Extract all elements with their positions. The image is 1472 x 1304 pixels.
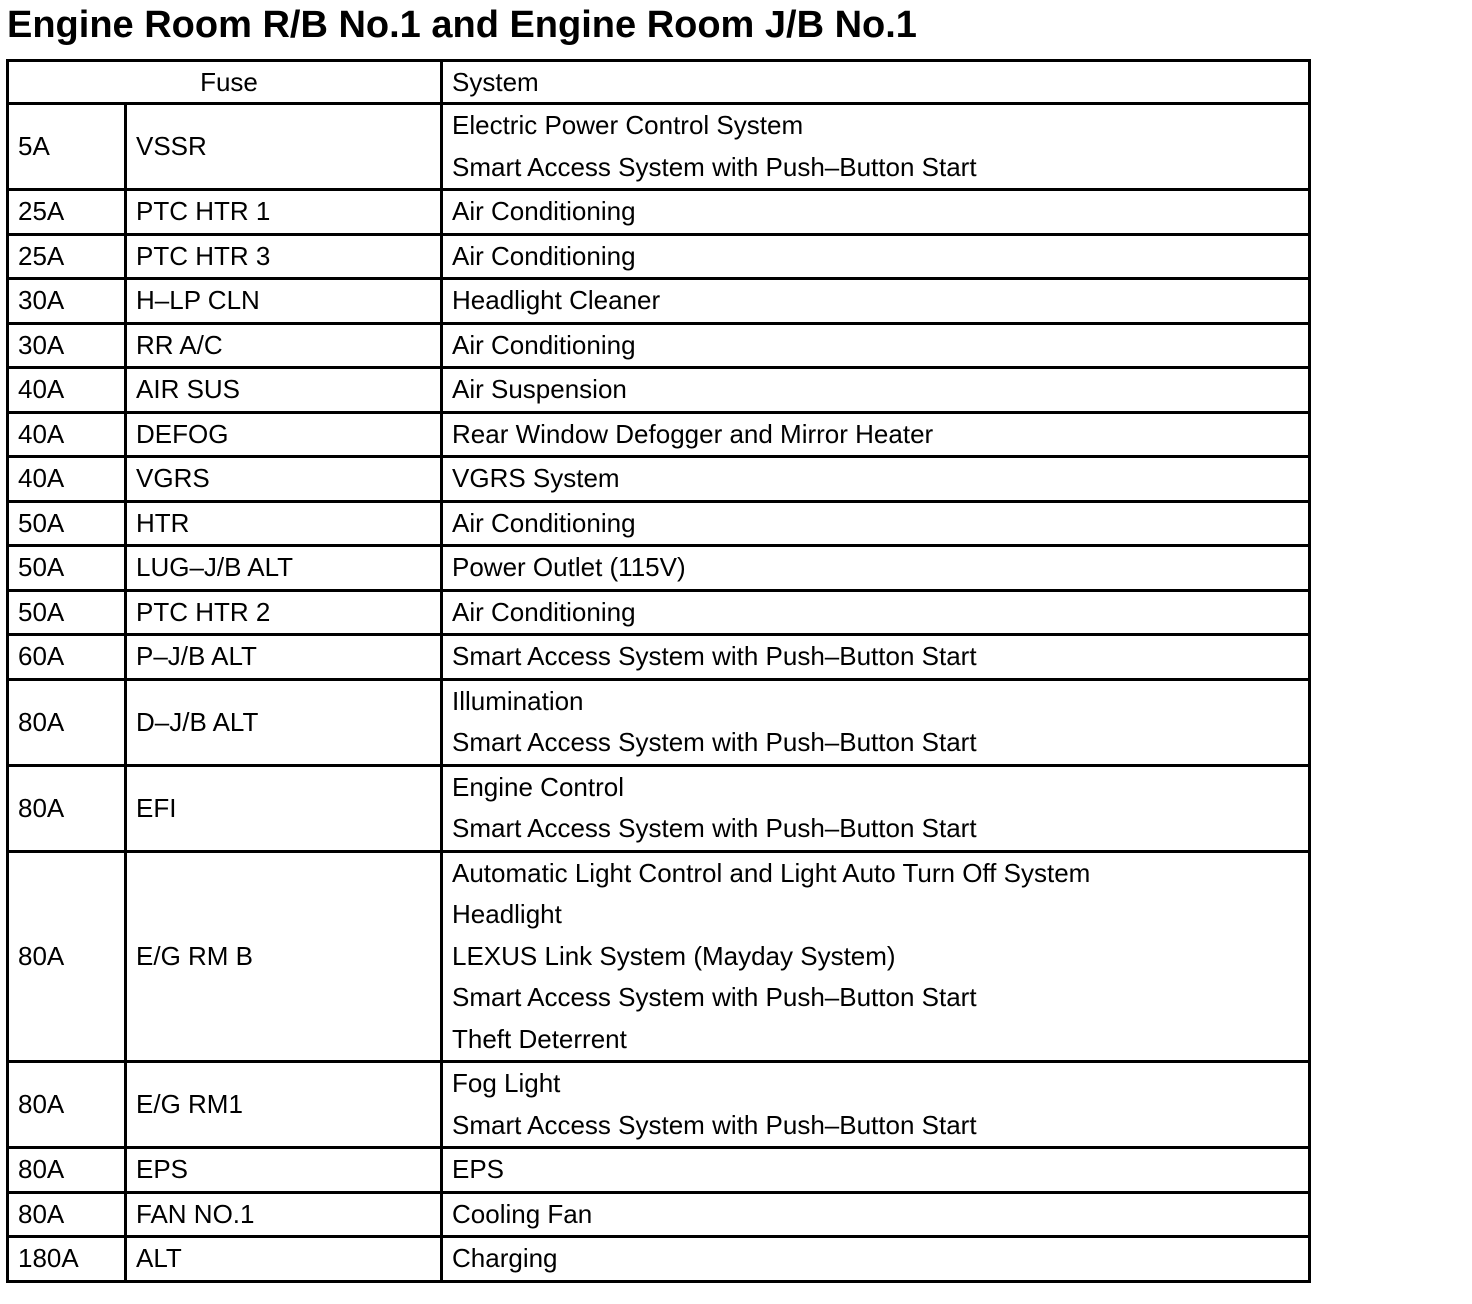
system-line: Smart Access System with Push–Button Start: [452, 813, 977, 843]
fuse-amperage-cell: 80A: [8, 851, 126, 1062]
system-cell: [442, 190, 1310, 235]
system-cell: [442, 368, 1310, 413]
system-line: Smart Access System with Push–Button Start: [452, 151, 977, 182]
system-cell: [442, 679, 1310, 765]
system-line: Smart Access System with Push–Button Start: [452, 641, 977, 671]
fuse-amperage-cell: 80A: [8, 679, 126, 765]
table-header-row: [8, 61, 1310, 104]
system-cell: [442, 765, 1310, 851]
system-line: Cooling Fan: [452, 1198, 593, 1229]
fuse-name-cell: DEFOG: [126, 412, 442, 457]
table-row: [8, 1148, 1310, 1193]
fuse-name-cell: VGRS: [126, 457, 442, 502]
system-line: VGRS System: [452, 463, 620, 493]
system-cell: [442, 635, 1310, 680]
system-line: Automatic Light Control and Light Auto Turn Off System: [452, 857, 1091, 888]
fuse-name-cell: HTR: [126, 501, 442, 546]
table-row: [8, 279, 1310, 324]
fuse-name-cell: PTC HTR 2: [126, 590, 442, 635]
system-cell: [442, 1237, 1310, 1282]
system-line: Electric Power Control System: [452, 110, 804, 140]
fuse-amperage-cell: 40A: [8, 457, 126, 502]
system-cell: [442, 323, 1310, 368]
table-row: [8, 635, 1310, 680]
fuse-amperage-cell: 50A: [8, 546, 126, 591]
fuse-amperage-cell: 30A: [8, 279, 126, 324]
system-line: Air Suspension: [452, 374, 627, 404]
fuse-name-cell: EPS: [126, 1148, 442, 1193]
page-title: Engine Room R/B No.1 and Engine Room J/B No.1: [7, 4, 917, 46]
table-row: [8, 1192, 1310, 1237]
fuse-name-cell: PTC HTR 1: [126, 190, 442, 235]
system-cell: [442, 457, 1310, 502]
system-line: Fog Light: [452, 1068, 561, 1098]
system-line: Smart Access System with Push–Button Start: [452, 727, 977, 757]
fuse-amperage-cell: 40A: [8, 368, 126, 413]
fuse-column-header: Fuse: [8, 61, 442, 104]
system-line: Smart Access System with Push–Button Start: [452, 982, 977, 1012]
system-cell: [442, 234, 1310, 279]
fuse-name-cell: AIR SUS: [126, 368, 442, 413]
system-line: Air Conditioning: [452, 507, 636, 538]
fuse-amperage-cell: 80A: [8, 1062, 126, 1148]
system-line: Headlight Cleaner: [452, 285, 661, 315]
fuse-table: [6, 59, 1311, 1283]
fuse-name-cell: D–J/B ALT: [126, 679, 442, 765]
fuse-amperage-cell: 50A: [8, 501, 126, 546]
fuse-amperage-cell: 50A: [8, 590, 126, 635]
fuse-name-cell: P–J/B ALT: [126, 635, 442, 680]
table-row: [8, 501, 1310, 546]
fuse-amperage-cell: 40A: [8, 412, 126, 457]
fuse-amperage-cell: 60A: [8, 635, 126, 680]
system-cell: [442, 1148, 1310, 1193]
system-line: Charging: [452, 1243, 558, 1273]
fuse-name-cell: E/G RM B: [126, 851, 442, 1062]
system-line: Air Conditioning: [452, 596, 636, 627]
fuse-name-cell: ALT: [126, 1237, 442, 1282]
fuse-name-cell: EFI: [126, 765, 442, 851]
fuse-name-cell: RR A/C: [126, 323, 442, 368]
system-line: Theft Deterrent: [452, 1023, 627, 1054]
fuse-name-cell: E/G RM1: [126, 1062, 442, 1148]
table-row: [8, 679, 1310, 765]
system-column-header: System: [442, 61, 1310, 104]
system-cell: [442, 546, 1310, 591]
fuse-amperage-cell: 80A: [8, 1192, 126, 1237]
system-cell: [442, 501, 1310, 546]
fuse-amperage-cell: 25A: [8, 234, 126, 279]
fuse-amperage-cell: 180A: [8, 1237, 126, 1282]
fuse-name-cell: LUG–J/B ALT: [126, 546, 442, 591]
fuse-name-cell: PTC HTR 3: [126, 234, 442, 279]
system-line: EPS: [452, 1154, 505, 1184]
table-row: [8, 190, 1310, 235]
table-row: [8, 1237, 1310, 1282]
table-row: [8, 546, 1310, 591]
fuse-name-cell: VSSR: [126, 104, 442, 190]
table-row: [8, 1062, 1310, 1148]
fuse-amperage-cell: 25A: [8, 190, 126, 235]
system-line: Smart Access System with Push–Button Start: [452, 1109, 977, 1140]
table-row: [8, 234, 1310, 279]
system-line: Rear Window Defogger and Mirror Heater: [452, 418, 934, 449]
system-line: Headlight: [452, 899, 562, 929]
table-row: [8, 765, 1310, 851]
system-cell: [442, 412, 1310, 457]
table-row: [8, 412, 1310, 457]
fuse-table-body: [8, 61, 1310, 1282]
fuse-amperage-cell: 5A: [8, 104, 126, 190]
system-line: Air Conditioning: [452, 329, 636, 360]
fuse-amperage-cell: 30A: [8, 323, 126, 368]
system-line: Engine Control: [452, 771, 624, 802]
fuse-amperage-cell: 80A: [8, 765, 126, 851]
system-cell: [442, 1192, 1310, 1237]
system-line: Air Conditioning: [452, 240, 636, 271]
system-line: Illumination: [452, 685, 584, 716]
system-cell: [442, 104, 1310, 190]
table-row: [8, 457, 1310, 502]
table-row: [8, 104, 1310, 190]
system-line: Air Conditioning: [452, 196, 636, 226]
table-row: [8, 590, 1310, 635]
system-line: LEXUS Link System (Mayday System): [452, 940, 896, 971]
fuse-name-cell: FAN NO.1: [126, 1192, 442, 1237]
system-cell: [442, 590, 1310, 635]
fuse-amperage-cell: 80A: [8, 1148, 126, 1193]
system-cell: [442, 279, 1310, 324]
table-row: [8, 323, 1310, 368]
table-row: [8, 368, 1310, 413]
system-cell: [442, 851, 1310, 1062]
system-line: Power Outlet (115V): [452, 552, 686, 582]
system-cell: [442, 1062, 1310, 1148]
table-row: [8, 851, 1310, 1062]
fuse-name-cell: H–LP CLN: [126, 279, 442, 324]
